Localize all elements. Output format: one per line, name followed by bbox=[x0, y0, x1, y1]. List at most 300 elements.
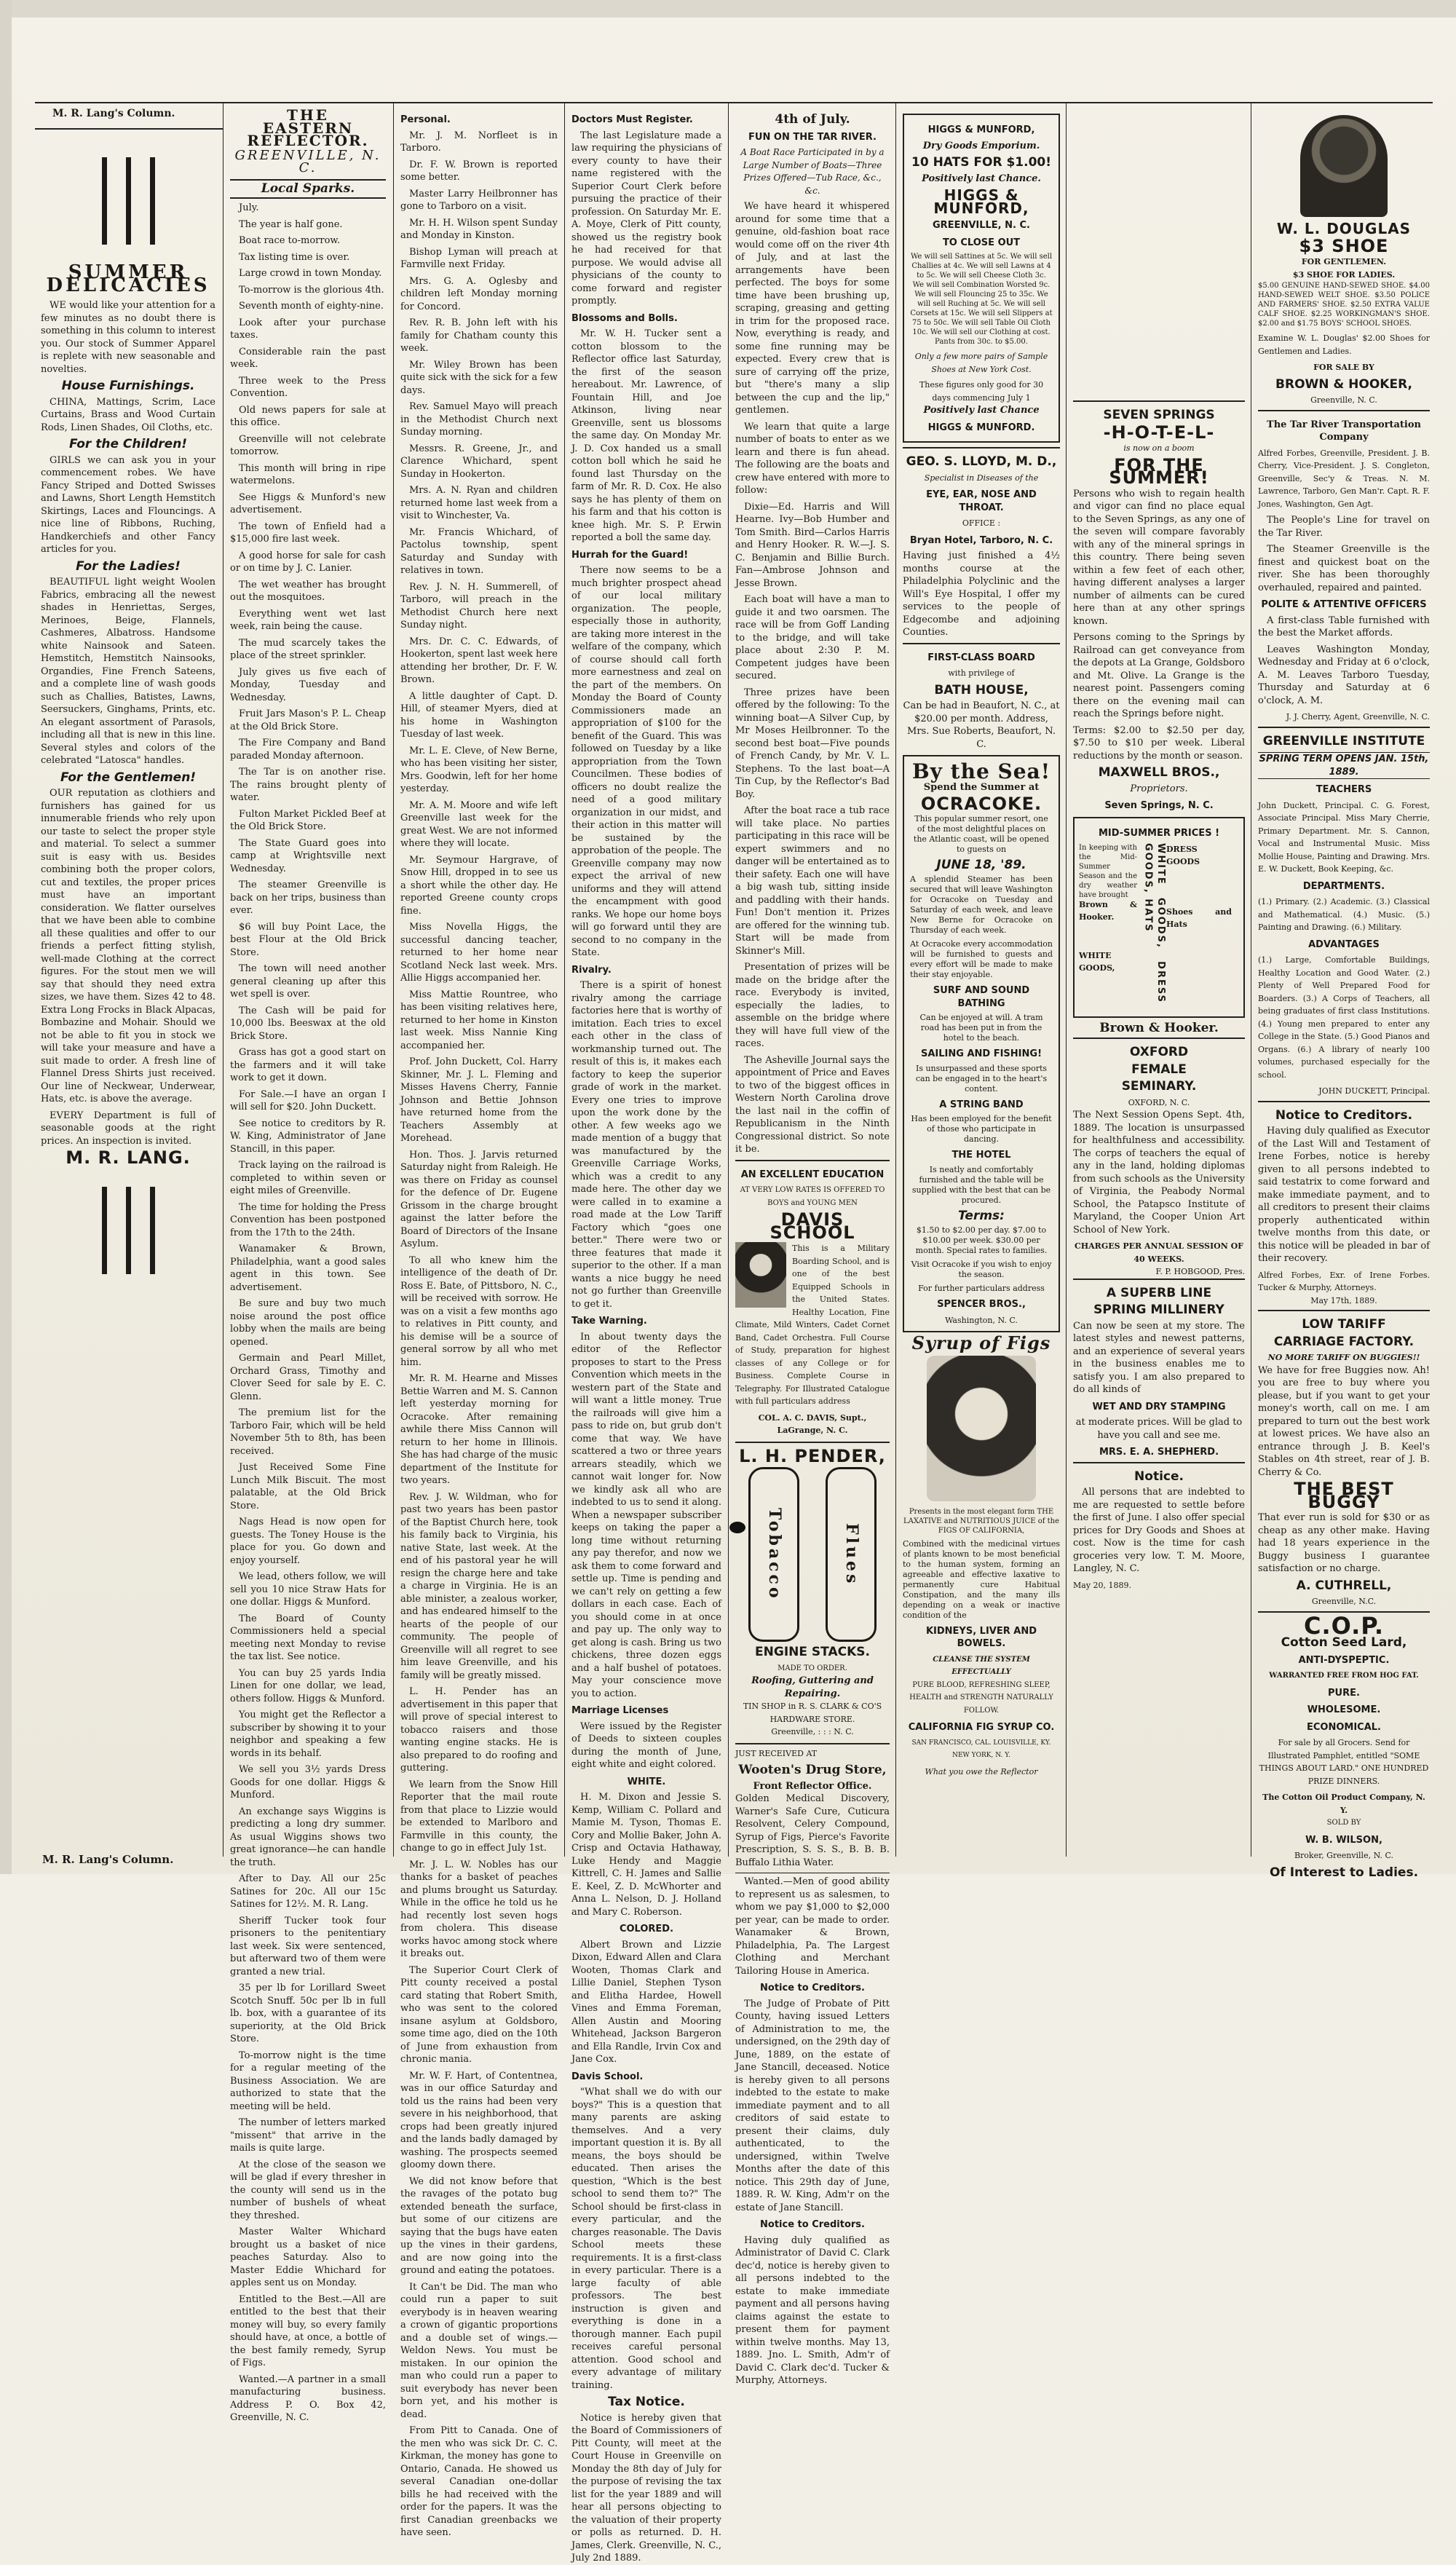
board-title: FIRST-CLASS BOARD bbox=[927, 652, 1035, 663]
brown-hooker-signature: Brown & Hooker. bbox=[1099, 1020, 1219, 1035]
local-item: The year is half gone. bbox=[239, 218, 343, 230]
cotton-oil-company: The Cotton Oil Product Company, N. Y. bbox=[1262, 1793, 1425, 1815]
local-item: For Sale.—I have an organ I will sell for $20. John Duckett. bbox=[230, 1088, 386, 1112]
blossoms-text: Mr. W. H. Tucker sent a cotton blossom to the Reflector office last Saturday, the first of the season hereabout. Mr. Lawrence, of Fountain Hill, and Joe Atkinson, living near Greenville, sent us blossoms the same day. On Monday Mr. J. D. Cox handed us a small cotton boll which he said he found last Thursday on the farm of Mr. R. D. Cox. He also says he has plenty of them on his farm and that his cotton is knee high. Mr. S. P. Erwin reported a boll the same day. bbox=[571, 328, 721, 543]
ocracoke-title: OCRACOKE. bbox=[920, 794, 1042, 814]
column-personal bbox=[400, 109, 558, 2538]
higgs-top: HIGGS & MUNFORD, bbox=[927, 125, 1035, 135]
doctors-heading: Doctors Must Register. bbox=[571, 114, 693, 125]
carriage-ad bbox=[1258, 1310, 1430, 1608]
personal-item: Mr. J. M. Norfleet is in Tarboro. bbox=[400, 130, 558, 154]
local-item: Look after your purchase taxes. bbox=[230, 317, 386, 341]
mr-lang-signature: M. R. LANG. bbox=[66, 1147, 191, 1168]
masthead bbox=[230, 106, 386, 199]
creditors-heading: Notice to Creditors. bbox=[1275, 1107, 1413, 1123]
hotel-heading: THE HOTEL bbox=[951, 1150, 1011, 1161]
personal-item: To all who knew him the intelligence of the death of Dr. Ross E. Bate, of Pittsboro, N. C., will be received with sorrow. He was on a visit a few months ago to relatives in Pitt county, and his demise will be a source of general sorrow by all who met him. bbox=[400, 1254, 558, 1368]
higgs-last-chance-2: Positively last Chance bbox=[923, 405, 1040, 416]
tax-notice-heading: Tax Notice. bbox=[608, 2395, 685, 2409]
lloyd-sub: Specialist in Diseases of the bbox=[924, 473, 1039, 483]
column-banner: M. R. Lang's Column. bbox=[52, 108, 175, 119]
band-heading: A STRING BAND bbox=[939, 1099, 1024, 1110]
sailing-heading: SAILING AND FISHING! bbox=[921, 1048, 1042, 1059]
cleanse: CLEANSE THE SYSTEM EFFECTUALLY bbox=[933, 1655, 1030, 1676]
anti-dyspeptic: ANTI-DYSPEPTIC. bbox=[1298, 1654, 1390, 1666]
teachers-list: John Duckett, Principal. C. G. Forest, Associate Principal. Miss Mary Cherrie, Primary Department. Mr. S. Cannon, Vocal and Instrumental Music. Miss Mollie House, Painting and Drawing. Mrs. E. W. Duckett, Book Keeping, &c. bbox=[1258, 800, 1430, 874]
boat-race-p6: Presentation of prizes will be made on the bridge after the race. Everybody is invited, especially the ladies, to assemble on the bridge where they will have full view of the races. bbox=[735, 962, 890, 1049]
spend-summer: Spend the Summer at bbox=[923, 781, 1040, 793]
local-item: A good horse for sale for cash or on time by J. C. Lanier. bbox=[230, 550, 386, 574]
seven-springs-ad bbox=[1073, 400, 1245, 813]
brown-hooker: BROWN & HOOKER, bbox=[1275, 376, 1412, 392]
personal-item: Master Larry Heilbronner has gone to Tarboro on a visit. bbox=[400, 188, 558, 212]
oxford-text: The Next Session Opens Sept. 4th, 1889. The location is unsurpassed for healthfulness and accessibility. The corps of teachers the equal of any in the land, holding diplomas from such schools as the University of Virginia, the Peabody Normal School, the Patapsco Institute of Maryland, the Cooper Union Art School of New York. bbox=[1073, 1110, 1245, 1236]
agent: J. J. Cherry, Agent, Greenville, N. C. bbox=[1286, 712, 1430, 722]
davis-school-heading: Davis School. bbox=[571, 2071, 644, 2082]
sold-by: SOLD BY bbox=[1326, 1819, 1361, 1827]
accommodation-text: At Ocracoke every accommodation will be furnished to guests and every effort will be made to make their stay enjoyable. bbox=[910, 939, 1053, 979]
personal-item: Dr. F. W. Brown is reported some better. bbox=[400, 159, 558, 183]
by-the-sea: By the Sea! bbox=[911, 759, 1051, 783]
personal-item: From Pitt to Canada. One of the men who was sick Dr. C. C. Kirkman, the money has gone to Ontario, Canada. He showed us several Canadian one-dollar bills he had received with the order for the papers. It was the first Canadian greenbacks we have seen. bbox=[400, 2425, 558, 2538]
board-text: Can be had in Beaufort, N. C., at $20.00 per month. Address, Mrs. Sue Roberts, Beaufort, N. C. bbox=[903, 700, 1060, 750]
economical-label: ECONOMICAL. bbox=[1306, 1721, 1381, 1733]
local-item: Everything went wet last week, rain being the cause. bbox=[230, 608, 386, 632]
principal: JOHN DUCKETT, Principal. bbox=[1318, 1086, 1430, 1096]
boat-race-p7: The Asheville Journal says the appointment of Price and Eaves to two of the biggest offices in Western North Carolina drove the last nail in the coffin of Republicanism in the Ninth Congressional district. So note it be. bbox=[735, 1054, 890, 1155]
info-text: For further particulars address bbox=[918, 1284, 1045, 1293]
header-rule-bottom bbox=[35, 128, 223, 130]
local-item: Germain and Pearl Millet, Orchard Grass, Timothy and Clover Seed for sale by E. C. Glenn. bbox=[230, 1353, 386, 1402]
higgs-main-title: HIGGS & MUNFORD, bbox=[933, 186, 1029, 217]
vertical-goods-label: WHITE GOODS, DRESS GOODS, HATS bbox=[1142, 842, 1166, 1003]
douglas-list: $5.00 GENUINE HAND-SEWED SHOE. $4.00 HAND-SEWED WELT SHOE. $3.50 POLICE AND FARMERS' SHOE. $2.50 EXTRA VALUE CALF SHOE. $2.25 WORKINGMAN'S SHOE. $2.00 and $1.75 BOYS' SCHOOL SHOES. bbox=[1258, 282, 1430, 328]
local-item: The Board of County Commissioners held a special meeting next Monday to revise the tax list. See notice. bbox=[230, 1613, 386, 1662]
guard-heading: Hurrah for the Guard! bbox=[571, 549, 689, 561]
spring-millinery: SPRING MILLINERY bbox=[1093, 1303, 1224, 1317]
tar-river-title: The Tar River Transportation Company bbox=[1267, 419, 1421, 443]
broker: Broker, Greenville, N. C. bbox=[1294, 1851, 1394, 1860]
davis-school-ad bbox=[735, 1160, 890, 1437]
local-item: Greenville will not celebrate tomorrow. bbox=[230, 433, 386, 457]
personal-item: Mr. Francis Whichard, of Pactolus township, spent Saturday and Sunday with relatives in town. bbox=[400, 526, 558, 576]
boat-race-deck: A Boat Race Participated in by a Large Number of Boats—Three Prizes Offered—Tub Race, &c., &c. bbox=[740, 147, 885, 196]
warranted: WARRANTED FREE FROM HOG FAT. bbox=[1269, 1672, 1419, 1680]
bath-house-ad bbox=[903, 643, 1060, 751]
cop-title: C.O.P. bbox=[1303, 1611, 1385, 1640]
personal-item: Mr. Wiley Brown has been quite sick with the sick for a few days. bbox=[400, 359, 558, 396]
wooten-ad bbox=[735, 1743, 890, 1870]
personal-item: Bishop Lyman will preach at Farmville next Friday. bbox=[400, 246, 558, 270]
davis-ad-sub: AT VERY LOW RATES IS OFFERED TO BOYS and YOUNG MEN bbox=[740, 1186, 885, 1207]
local-item: An exchange says Wiggins is predicting a long dry summer. As usual Wiggins shows two great ignorance—he can handle the truth. bbox=[230, 1806, 386, 1868]
local-item: We sell you 3½ yards Dress Goods for one dollar. Higgs & Munford. bbox=[230, 1764, 386, 1801]
ladies-heading: For the Ladies! bbox=[76, 558, 181, 574]
personal-item: We did not know before that the ravages of the potato bug extended beneath the surface, but some of our citizens are saying that the bugs have eaten up the vines in their gardens, and are now going into the ground and eating the potatoes. bbox=[400, 2175, 558, 2276]
local-item: Wanted.—A partner in a small manufacturing business. Address P. O. Box 42, Greenville, N. C. bbox=[230, 2374, 386, 2423]
close-out-list: We will sell Sattines at 5c. We will sell Challies at 4c. We will sell Lawns at 4 to 5c. We will sell Cheese Cloth 3c. We will sell Combination Worsted 9c. We will sell Flouncing 25 to 35c. We will sell Ruching at 5c. We will sell Corsets at 15c. We will sell Slippers at 75 to 50c. We will sell Table Oil Cloth 10c. We will sell our Clothing at cost. Pants from 30c. to $5.00. bbox=[910, 253, 1053, 346]
received-label: JUST RECEIVED AT bbox=[735, 1748, 818, 1758]
warning-heading: Take Warning. bbox=[571, 1316, 647, 1327]
fourth-heading: 4th of July. bbox=[775, 112, 850, 127]
creditors-ad bbox=[1258, 1101, 1430, 1308]
rivalry-text: There is a spirit of honest rivalry among the carriage factories here that is worthy of imitation. Each tries to excel each other in the class of workmanship turned out. The result of this is, it makes each factory to keep the superior grade of work in the market. Every one tries to improve upon the work done by the other. A few weeks ago we made mention of a buggy that was manufactured by the Greenville Carriage Works, which was a credit to any made here. The other day we were called in to examine a road made at the Low Tariff Factory which "goes one better." There were two or three features that made it superior to the other. If a man wants a nice buggy he need not go further than Greenville to get it. bbox=[571, 980, 721, 1310]
marriage-text: Were issued by the Register of Deeds to sixteen couples during the month of June, eight white and eight colored. bbox=[571, 1720, 721, 1770]
creditors-sign: Alfred Forbes, Exr. of Irene Forbes. Tucker & Murphy, Attorneys. bbox=[1258, 1270, 1430, 1292]
local-item: Nags Head is now open for guests. The Toney House is the place for you. Go down and enjoy yourself. bbox=[230, 1517, 386, 1566]
for-sale-by: FOR SALE BY bbox=[1313, 363, 1374, 372]
proprietors: Proprietors. bbox=[1130, 783, 1188, 794]
resort-text: This popular summer resort, one of the most delightful places on the Atlantic coast, will be opened to guests on bbox=[913, 813, 1050, 854]
figures-note: These figures only good for 30 days commencing July 1 bbox=[919, 380, 1044, 403]
boat-race-entries: Dixie—Ed. Harris and Will Hearne. Ivy—Bob Humber and Tom Smith. Bird—Carlos Harris and Henry Hooker. R. W.—J. S. C. Benjamin and Billie Burch. Fan—Ambrose Johnson and Jesse Brown. bbox=[735, 501, 890, 589]
local-item: Wanamaker & Brown, Philadelphia, want a good sales agent in this town. See advertisement. bbox=[230, 1244, 386, 1293]
terms-heading: Terms: bbox=[958, 1208, 1005, 1223]
wilson: W. B. WILSON, bbox=[1305, 1834, 1382, 1846]
spencer-location: Washington, N. C. bbox=[945, 1315, 1018, 1325]
personal-item: Rev. R. B. John left with his family for Chatham county this week. bbox=[400, 317, 558, 354]
white-heading: WHITE. bbox=[627, 1776, 666, 1787]
maxwell-bros: MAXWELL BROS., bbox=[1098, 765, 1220, 780]
local-item: The time for holding the Press Convention has been postponed from the 17th to the 24th. bbox=[230, 1201, 386, 1238]
syrup-of-figs-ad bbox=[903, 1332, 1060, 1778]
wooten-title: Wooten's Drug Store, bbox=[738, 1763, 887, 1777]
personal-item: Mr. J. L. W. Nobles has our thanks for a basket of peaches and plums brought us Saturday. While in the office he told us he had recently lost seven hogs from cholera. This disease works havoc among stock where it breaks out. bbox=[400, 1859, 558, 1959]
colored-list: Albert Brown and Lizzie Dixon, Edward Allen and Clara Wooten, Thomas Clark and Lillie Daniel, Stephen Tyson and Elitha Hardee, Howell Vines and Emma Foreman, Allen Austin and Mooring Whitehead, Jackson Bargeron and Ella Randle, Irvin Cox and Jane Cox. bbox=[571, 1939, 721, 2065]
personal-item: Hon. Thos. J. Jarvis returned Saturday night from Raleigh. He was there on Friday as counsel for the defence of Dr. Eugene Grissom in the charge brought against the latter before the Board of Directors of the Insane Asylum. bbox=[400, 1149, 558, 1249]
children-heading: For the Children! bbox=[68, 437, 188, 451]
oxford-seminary-ad bbox=[1073, 1038, 1245, 1278]
for-the-summer: FOR THE SUMMER! bbox=[1109, 454, 1209, 488]
table-text: A first-class Table furnished with the best the Market affords. bbox=[1258, 614, 1430, 639]
boat-race-p4: Three prizes have been offered by the following: To the winning boat—A Silver Cup, by Mr Moses Heilbronner. To the second best boat—Five pounds of French Candy, by Mr. V. L. Stephens. To the last boat—A Tin Cup, by the Reflector's Bad Boy. bbox=[735, 687, 890, 800]
millinery-ad bbox=[1073, 1278, 1245, 1459]
local-item: To-morrow night is the time for a regular meeting of the Business Association. We are authorized to state that the meeting will be held. bbox=[230, 2050, 386, 2112]
creditors-text: The Judge of Probate of Pitt County, having issued Letters of Administration to me, the undersigned, on the 29th day of June, 1889, on the estate of Jane Stancill, deceased. Notice is hereby given to all persons indebted to the estate to make immediate payment and to all creditors of said estate to present their claims, duly authenticated, to the undersigned, within Twelve Months after the date of this notice. This 29th day of June, 1889. R. W. King, Adm'r on the estate of Jane Stancill. bbox=[735, 1998, 890, 2213]
white-list: H. M. Dixon and Jessie S. Kemp, William C. Pollard and Mamie M. Tyson, Thomas E. Cory and Mollie Baker, John A. Crisp and Octavia Hathaway, Luke Hendy and Maggie Kittrell, C. H. James and Sallie E. Keel, Z. D. McWhorter and Anna L. Nelson, D. J. Holland and Mary C. Roberson. bbox=[571, 1792, 721, 1918]
personal-item: Mrs. Dr. C. C. Edwards, of Hookerton, spent last week here attending her brother, Dr. F. W. Brown. bbox=[400, 636, 558, 685]
local-item: After to Day. All our 25c Satines for 20c. All our 15c Satines for 12½. M. R. Lang. bbox=[230, 1873, 386, 1910]
masthead-the: THE bbox=[286, 106, 330, 124]
steamer-text: A splendid Steamer has been secured that will leave Washington for Ocracoke on Tuesday and Saturday of each week, and leave New Berne for Ocracoke on Thursday of each week. bbox=[910, 874, 1053, 935]
personal-item: Mrs. G. A. Oglesby and children left Monday morning for Concord. bbox=[400, 275, 558, 312]
ocracoke-ad bbox=[903, 755, 1060, 1332]
ink-blot bbox=[729, 1522, 745, 1533]
column-rule bbox=[393, 102, 394, 1857]
higgs-hats: 10 HATS FOR $1.00! bbox=[911, 155, 1051, 170]
davis-ad-title: DAVIS SCHOOL bbox=[769, 1209, 855, 1243]
tobacco-pipe bbox=[748, 1467, 799, 1642]
personal-item: A little daughter of Capt. D. Hill, of steamer Myers, died at his home in Washington Tuesday of last week. bbox=[400, 690, 558, 740]
millinery-text: Can now be seen at my store. The latest styles and newest patterns, and an experience of several years in the business enables me to satisfy you. I am also prepared to do all kinds of bbox=[1073, 1320, 1245, 1395]
higgs-last-chance: Positively last Chance. bbox=[922, 173, 1041, 184]
local-item: We lead, others follow, we will sell you 10 nice Straw Hats for one dollar. Higgs & Munford. bbox=[230, 1571, 386, 1608]
summer-text: WE would like your attention for a few minutes as no doubt there is something in this column to interest you. Our stock of Summer Apparel is replete with new seasonable and novelties. bbox=[41, 300, 215, 375]
local-item: The Cash will be paid for 10,000 lbs. Beeswax at the old Brick Store. bbox=[230, 1005, 386, 1042]
cuthrell: A. CUTHRELL, bbox=[1296, 1578, 1392, 1593]
teachers-heading: TEACHERS bbox=[1315, 784, 1372, 795]
spring-term: SPRING TERM OPENS JAN. 15th, 1889. bbox=[1258, 752, 1430, 779]
engine-sub: MADE TO ORDER. bbox=[778, 1664, 847, 1672]
local-item: The Fire Company and Band paraded Monday afternoon. bbox=[230, 738, 386, 762]
pipe-label: Flues bbox=[842, 1522, 861, 1586]
syrup-title: Syrup of Figs bbox=[911, 1332, 1051, 1353]
best-buggy: THE BEST BUGGY bbox=[1294, 1479, 1394, 1512]
polite-officers: POLITE & ATTENTIVE OFFICERS bbox=[1261, 599, 1427, 610]
house-text: CHINA, Mattings, Scrim, Lace Curtains, Brass and Wood Curtain Rods, Linen Shades, Oil Cloths, etc. bbox=[41, 396, 215, 433]
higgs-overflow-space bbox=[1073, 109, 1245, 400]
personal-item: Mr. A. M. Moore and wife left Greenville last week for the great West. We are not informed where they will locate. bbox=[400, 799, 558, 849]
lloyd-specialty: EYE, EAR, NOSE AND THROAT. bbox=[926, 489, 1037, 513]
cop-ad bbox=[1258, 1611, 1430, 1880]
local-item: 35 per lb for Lorillard Sweet Scotch Snuff. 50c per lb in full lb. box, with a guarantee of its superiority, at the Old Brick Store. bbox=[230, 1983, 386, 2044]
creditors2-heading: Notice to Creditors. bbox=[760, 2219, 865, 2230]
dress-goods-label: DRESS GOODS bbox=[1166, 844, 1200, 866]
local-item: Seventh month of eighty-nine. bbox=[239, 301, 384, 312]
oxford-sign: F. P. HOBGOOD, Pres. bbox=[1155, 1267, 1245, 1276]
shepherd: MRS. E. A. SHEPHERD. bbox=[1099, 1447, 1219, 1458]
roofing: Roofing, Guttering and Repairing. bbox=[751, 1675, 874, 1699]
local-item: The State Guard goes into camp at Wrightsville next Wednesday. bbox=[230, 837, 386, 874]
gentlemen-heading: For the Gentlemen! bbox=[60, 770, 197, 785]
figs-text: Combined with the medicinal virtues of plants known to be most beneficial to the human system, forming an agreeable and effective laxative to permanently cure Habitual Constipation, and the many ills depending on a weak or inactive condition of the bbox=[903, 1538, 1060, 1620]
personal-item: Mr. Seymour Hargrave, of Snow Hill, dropped in to see us a short while the other day. He reported Greene county crops fine. bbox=[400, 854, 558, 917]
colored-heading: COLORED. bbox=[619, 1924, 674, 1934]
seven-springs-location: Seven Springs, N. C. bbox=[1104, 800, 1214, 811]
mid-summer-title: MID-SUMMER PRICES ! bbox=[1098, 827, 1220, 839]
column-rule bbox=[564, 102, 565, 1857]
wooten-drugs: Golden Medical Discovery, Warner's Safe Cure, Cuticura Resolvent, Celery Compound, Syrup of Figs, Pierce's Favorite Prescription, S. S. S., B. B. B. Buffalo Lithia Water. bbox=[735, 1793, 890, 1868]
springs-text: Persons who wish to regain health and vigor can find no place equal to the Seven Springs, as any one of the seven will compare favorably with any of the mineral springs in this country. There being seven within a few feet of each other, having different analyses a larger number of ailments can be cured here than at any other springs known. bbox=[1073, 488, 1245, 627]
surf-text: Can be enjoyed at will. A tram road has been put in from the hotel to the beach. bbox=[919, 1013, 1043, 1043]
doctors-text: The last Legislature made a law requiring the physicians of every county to have their name registered with the Superior Court Clerk before pursuing the practice of their profession. On Saturday Mr. E. A. Moye, Clerk of Pitt county, showed us the registry book he had received for that purpose. We would advise all physicians of the county to come forward and register promptly. bbox=[571, 130, 721, 307]
guard-text: There now seems to be a much brighter prospect ahead of our local military organization. The people, especially those in authority, are taking more interest in the welfare of the company, which of course should call forth more earnestness and zeal on the part of the members. On Monday the Board of County Commissioners made an appropriation of $100 for the benefit of the Guard. This was followed on Tuesday by a like appropriation from the Town Councilmen. These bodies of officers no doubt realize the need of a good military organization in our midst, and their action in this matter will be sustained by the approbation of the people. The Greenville company may now expect the arrival of new uniforms and they will attend the encampment with good ranks. We hope our home boys will go forward until they are second to no company in the State. bbox=[571, 565, 721, 958]
davis-ad-sign: COL. A. C. DAVIS, Supt., LaGrange, N. C. bbox=[758, 1412, 867, 1435]
gentlemen-text: OUR reputation as clothiers and furnishers has gained for us innumerable friends who rely upon our taste to select the proper style and material. To select a summer suit is easy with us. Besides combining both the proper colors, cut and textiles, the proper prices must have an important consideration. We flatter ourselves that we have been able to combine all these qualities and offer to our friends a perfect fitting stylish, well-made Clothing at the correct figures. For the stout men we will say that should they need extra sizes, we have them. Sizes 42 to 48. Extra Long Frocks in Black Alpacas, Bombazine and Mohair. Should we not be able to fit you in stock we will take your measure and have a suit made to order. A fresh line of Flannel Dress Shirts just received. Our line of Neckwear, Underwear, Hats, etc. is above the average. bbox=[41, 788, 215, 1104]
local-item: See notice to creditors by R. W. King, Administrator of Jane Stancill, in this paper. bbox=[230, 1118, 386, 1155]
local-item: The wet weather has brought out the mosquitoes. bbox=[230, 579, 386, 603]
engine-stacks: ENGINE STACKS. bbox=[755, 1645, 870, 1659]
advantages-list: (1.) Large, Comfortable Buildings, Healthy Location and Good Water. (2.) Plenty of Well Prepared Food for Boarders. (3.) A Corps of Teachers, all being graduates of first class Institutions. (4.) Young men prepared to enter any College in the State. (5.) Good Pianos and Organs. (6.) A library of nearly 100 volumes, purchased especially for the school. bbox=[1258, 955, 1430, 1080]
local-item: Track laying on the railroad is completed to within seven or eight miles of Greenville. bbox=[230, 1160, 386, 1196]
seminary-title: SEMINARY. bbox=[1121, 1079, 1197, 1094]
header-rule-top bbox=[35, 102, 1433, 103]
scan-border-left bbox=[0, 0, 12, 1874]
local-item: Master Walter Whichard brought us a basket of nice peaches Saturday. Also to Master Eddie Whichard for apples sent us on Monday. bbox=[230, 2226, 386, 2288]
tar-text: The People's Line for travel on the Tar River. bbox=[1258, 515, 1430, 539]
springs-terms: Terms: $2.00 to $2.50 per day, $7.50 to $10 per week. Liberal reductions by the month or season. bbox=[1073, 724, 1245, 762]
personal-item: Miss Mattie Rountree, who has been visiting relatives here, returned to her home in Kinston last week. Miss Nannie King accompanied her. bbox=[400, 989, 558, 1051]
local-item: Be sure and buy two much noise around the post office lobby when the mails are being opened. bbox=[230, 1298, 386, 1348]
local-item: This month will bring in ripe watermelons. bbox=[230, 462, 386, 486]
superb-line: A SUPERB LINE bbox=[1106, 1285, 1212, 1300]
tar-river-ad bbox=[1258, 410, 1430, 724]
ornament-bars bbox=[41, 1187, 215, 1274]
figs-sub: Presents in the most elegant form THE LAXATIVE and NUTRITIOUS JUICE of the FIGS OF CALIFORNIA, bbox=[903, 1507, 1059, 1535]
no-more-tariff: NO MORE TARIFF ON BUGGIES!! bbox=[1267, 1353, 1420, 1362]
tin-shop: TIN SHOP in R. S. CLARK & CO'S HARDWARE STORE. bbox=[743, 1702, 882, 1724]
oxford-charges: CHARGES PER ANNUAL SESSION OF 40 WEEKS. bbox=[1075, 1241, 1243, 1264]
column-fourth-of-july bbox=[735, 109, 890, 2386]
local-item: Tax listing time is over. bbox=[239, 251, 350, 263]
personal-item: Miss Novella Higgs, the successful dancing teacher, returned to her home near Scotland Neck last week. Mrs. Allie Higgs accompanied her. bbox=[400, 922, 558, 984]
higgs-munford-ad bbox=[903, 114, 1060, 443]
local-item: See Higgs & Munford's new advertisement. bbox=[230, 491, 386, 515]
wanted-notice: Wanted.—Men of good ability to represent us as salesmen, to whom we pay $1,000 to $2,000 per year, can be made to order. Wanamaker & Brown, Philadelphia, Pa. The Largest Clothing and Merchant Tailoring House in America. bbox=[735, 1873, 890, 1977]
lloyd-ad bbox=[903, 447, 1060, 639]
column-rule bbox=[728, 102, 729, 1857]
boat-race-p5: After the boat race a tub race will take place. No parties participating in this race will be expert swimmers and no danger will be entertained as to their safety. Each one will have a big wash tub, sitting inside and paddling with their hands. Fun! Don't mention it. Prizes are offered for the winning tub. Start will be made from Skinner's Mill. bbox=[735, 805, 890, 957]
local-item: The mud scarcely takes the place of the street sprinkler. bbox=[230, 637, 386, 661]
hotel-text: Is neatly and comfortably furnished and the table will be supplied with the best that can be procured. bbox=[911, 1164, 1051, 1205]
pender-ad bbox=[735, 1442, 890, 1739]
local-item: $6 will buy Point Lace, the best Flour at the Old Brick Store. bbox=[230, 921, 386, 958]
local-item: The town will need another general cleaning up after this wet spell is over. bbox=[230, 963, 386, 1000]
low-tariff: LOW TARIFF bbox=[1302, 1317, 1386, 1332]
davis-ad-text: This is a Military Boarding School, and is one of the best Equipped Schools in the United States. Healthy Location, Fine Climate, Mild Winters, Cadet Cornet Band, Cadet Orchestra. Full Course of Study, preparation for highest classes of any College or for Business. Complete Course in Telegraphy. For Illustrated Catalogue with full particulars address bbox=[735, 1244, 890, 1406]
douglas-ladies: $3 SHOE FOR LADIES. bbox=[1292, 269, 1396, 280]
lloyd-hotel: Bryan Hotel, Tarboro, N. C. bbox=[909, 534, 1053, 546]
tax-notice-text: Notice is hereby given that the Board of Commissioners of Pitt County, will meet at the Court House in Greenville on Monday the 8th day of July for the purpose of revising the tax list for the year 1889 and will hear all persons objecting to the valuation of their property or polls as returned. D. H. James, Clerk. Greenville, N. C., July 2nd 1889. bbox=[571, 2412, 721, 2564]
creditors-heading: Notice to Creditors. bbox=[760, 1983, 865, 1993]
local-item: Fruit Jars Mason's P. L. Cheap at the Old Brick Store. bbox=[230, 708, 386, 732]
notice-date: May 20, 1889. bbox=[1073, 1580, 1132, 1590]
personal-item: It Can't be Did. The man who could run a paper to suit everybody is in heaven wearing a crown of gigantic proportions and a double set of wings.—Weldon News. You must be mistaken. In our opinion the man who could run a paper to suit everybody has never been born yet, and his mother is dead. bbox=[400, 2281, 558, 2420]
wooten-location: Front Reflector Office. bbox=[753, 1780, 872, 1792]
douglas-name: W. L. DOUGLAS bbox=[1276, 220, 1412, 237]
local-item: Three week to the Press Convention. bbox=[230, 375, 386, 399]
local-item: Old news papers for sale at this office. bbox=[230, 404, 386, 428]
local-item: Grass has got a good start on the farmers and it will take work to get it down. bbox=[230, 1047, 386, 1083]
local-item: Large crowd in town Monday. bbox=[239, 268, 382, 279]
departments-heading: DEPARTMENTS. bbox=[1302, 880, 1385, 892]
personal-item: L. H. Pender has an advertisement in this paper that will prove of special interest to tobacco raisers and those wanting engine stacks. He is also prepared to do roofing and guttering. bbox=[400, 1686, 558, 1774]
local-item: At the close of the season we will be glad if every thresher in the county will send us in the number of bushels of wheat they threshed. bbox=[230, 2159, 386, 2221]
advantages-heading: ADVANTAGES bbox=[1308, 938, 1380, 950]
douglas-gentlemen: FOR GENTLEMEN. bbox=[1301, 257, 1387, 266]
bh-location: Greenville, N. C. bbox=[1310, 395, 1377, 405]
notice-heading: Notice. bbox=[1134, 1469, 1184, 1484]
creditors-date: May 17th, 1889. bbox=[1310, 1295, 1377, 1305]
personal-item: Mr. W. F. Hart, of Contentnea, was in our office Saturday and told us the rains had been very severe in his neighborhood, that crops had been greatly injured and the lands badly damaged by washing. The prospects seemed gloomy down there. bbox=[400, 2070, 558, 2170]
seven-springs-hotel: -H-O-T-E-L- bbox=[1103, 422, 1215, 443]
mid-summer-ad bbox=[1073, 817, 1245, 1018]
scan-border-top bbox=[0, 0, 1456, 17]
rivalry-heading: Rivalry. bbox=[571, 964, 612, 976]
pipe-label: Tobacco bbox=[764, 1508, 784, 1601]
davis-ad-heading: AN EXCELLENT EDUCATION bbox=[740, 1169, 885, 1180]
douglas-shoe: $3 SHOE bbox=[1299, 235, 1389, 256]
column-local-sparks bbox=[230, 106, 386, 2423]
local-item: To-morrow is the glorious 4th. bbox=[239, 284, 384, 296]
shop-location: Greenville, : : : N. C. bbox=[771, 1727, 854, 1736]
sailing-text: Is unsurpassed and these sports can be engaged in to the heart's content. bbox=[915, 1063, 1048, 1094]
personal-item: Mr. R. M. Hearne and Misses Bettie Warren and M. S. Cannon left yesterday morning for Ocracoke. After remaining awhile there Miss Cannon will return to her home in Illinois. She has had charge of the music department of the Institute for two years. bbox=[400, 1373, 558, 1486]
cadet-illustration bbox=[735, 1242, 786, 1308]
local-item: You can buy 25 yards India Linen for one dollar, we lead, others follow. Higgs & Munford. bbox=[230, 1667, 386, 1704]
oxford-title: OXFORD bbox=[1129, 1045, 1189, 1059]
flues-pipe bbox=[826, 1467, 877, 1642]
moore-notice bbox=[1073, 1462, 1245, 1592]
personal-items bbox=[400, 130, 558, 2540]
local-sparks-heading: Local Sparks. bbox=[230, 179, 386, 199]
children-text: GIRLS we can ask you in your commencement robes. We have Fancy Striped and Dotted Swisses and Lawns, Short Length Hemstitch Skirtings, Laces and Flouncings. A nice line of Ribbons, Ruching, Handkerchiefs and other Fancy articles for you. bbox=[41, 454, 215, 555]
wholesome-label: WHOLESOME. bbox=[1307, 1704, 1381, 1715]
springs-text-2: Persons coming to the Springs by Railroad can get conveyance from the depots at La Grange, Goldsboro and Mt. Olive. La Grange is the nearest point. Passengers coming there on the evening mail can reach the Springs before night. bbox=[1073, 632, 1245, 719]
pender-title: L. H. PENDER, bbox=[739, 1445, 886, 1466]
board-sub: with privilege of bbox=[948, 668, 1015, 678]
ladies-text: BEAUTIFUL light weight Woolen Fabrics, embracing all the newest shades in Henriettas, Serges, Merinoes, Beige, Flannels, Cashmeres, Albatross. Handsome white Nainsook and Sateen. Hemstitch, Hemstitch Nainsooks, Organdies, Fine French Sateens, and a complete line of wash goods such as Challies, Batistes, Lawns, Seersuckers, Ginghams, Prints, etc. An elegant assortment of Parasols, including all that is new in this line. Several styles and colors of the celebrated "Latosca" handles. bbox=[41, 577, 215, 766]
girl-illustration bbox=[927, 1356, 1036, 1501]
local-item: July gives us five each of Monday, Tuesday and Wednesday. bbox=[230, 666, 386, 703]
notice-text: All persons that are indebted to me are requested to settle before the first of June. I also offer special prices for Dry Goods and Shoes at cost. Now is the time for cash groceries very low. T. M. Moore, Langley, N. C. bbox=[1073, 1487, 1245, 1574]
masthead-title: EASTERN REFLECTOR. bbox=[247, 119, 369, 149]
cotton-seed-lard: Cotton Seed Lard, bbox=[1281, 1635, 1407, 1650]
personal-item: Mr. L. E. Cleve, of New Berne, who has been visiting her sister, Mrs. Goodwin, left for her home yesterday. bbox=[400, 745, 558, 794]
personal-heading: Personal. bbox=[400, 114, 451, 125]
local-item: The town of Enfield had a $15,000 fire last week. bbox=[230, 521, 386, 545]
personal-item: We learn from the Snow Hill Reporter that the mail route from that place to Lizzie would be extended to Marlboro and Farmville in this county, the change to go in effect July 1st. bbox=[400, 1779, 558, 1854]
boat-race-p1: We have heard it whispered around for some time that a genuine, old-fashion boat race would come off on the river 4th of July, and at last the arrangements have been perfected. The boys for some time have been brushing up, scraping, greasing and getting in trim for the proposed race. Now, everything is ready, and some fine running may be expected. Every crew that is sure of carrying off the prize, but "there's many a slip between the cup and the lip," gentlemen. bbox=[735, 201, 890, 416]
oxford-location: OXFORD, N. C. bbox=[1128, 1097, 1190, 1107]
departments-list: (1.) Primary. (2.) Academic. (3.) Classical and Mathematical. (4.) Music. (5.) Painting and Drawing. (6.) Military. bbox=[1258, 897, 1430, 932]
close-out: TO CLOSE OUT bbox=[942, 237, 1021, 248]
footer-banner: M. R. Lang's Column. bbox=[42, 1853, 174, 1866]
on-a-boom: is now on a boom bbox=[1123, 443, 1195, 453]
personal-item: Rev. J. W. Wildman, who for past two years has been pastor of the Baptist Church here, took his family back to Virginia, his native State, last week. At the end of his pastoral year he will resign the charge here and take a charge in Virginia. He is an able minister, a zealous worker, and has endeared himself to the hearts of the people of our community. The people of Greenville will all regret to see him leave Greenville, and his family will be greatly missed. bbox=[400, 1491, 558, 1681]
column-rule bbox=[895, 102, 896, 1857]
column-mr-lang bbox=[41, 135, 215, 1854]
tar-officers: Alfred Forbes, Greenville, President. J. B. Cherry, Vice-President. J. S. Congleton, Greenville, Sec'y & Treas. N. M. Lawrence, Tarboro, Gen Man'r. Capt. R. F. Jones, Washington, Gen Agt. bbox=[1258, 448, 1430, 509]
white-goods-label: WHITE GOODS, bbox=[1079, 950, 1115, 973]
higgs-end: HIGGS & MUNFORD. bbox=[927, 422, 1035, 433]
brown-hooker-mid: Brown & Hooker. bbox=[1079, 899, 1137, 922]
kidneys: KIDNEYS, LIVER AND BOWELS. bbox=[925, 1625, 1037, 1649]
pipes-illustration bbox=[735, 1467, 890, 1642]
summer-delicacies-heading: SUMMER DELICACIES bbox=[46, 261, 210, 296]
opening-date: JUNE 18, '89. bbox=[936, 857, 1026, 872]
local-item: The premium list for the Tarboro Fair, which will be held November 5th to 8th, has been received. bbox=[230, 1407, 386, 1457]
figs-footer: What you owe the Reflector bbox=[925, 1766, 1038, 1776]
personal-item: The Superior Court Clerk of Pitt county received a postal card stating that Robert Smith, who was sent to the colored insane asylum at Goldsboro, some time ago, died on the 10th of June from exhaustion from chronic mania. bbox=[400, 1964, 558, 2065]
band-text: Has been employed for the benefit of those who participate in dancing. bbox=[911, 1114, 1052, 1144]
surf-heading: SURF AND SOUND BATHING bbox=[933, 985, 1030, 1009]
personal-item: Rev. Samuel Mayo will preach in the Methodist Church next Sunday morning. bbox=[400, 401, 558, 438]
sample-shoes: Only a few more pairs of Sample Shoes at New York Cost. bbox=[914, 352, 1048, 374]
douglas-portrait bbox=[1300, 115, 1388, 217]
institute-ad bbox=[1258, 727, 1430, 1098]
creditors-text: Having duly qualified as Executor of the Last Will and Testament of Irene Forbes, notice is hereby given to all persons indebted to said testatrix to come forward and make immediate payment, and to all creditors to present their claims properly authenticated within twelve months from this date, or this notice will be pleaded in bar of their recovery. bbox=[1258, 1126, 1430, 1264]
house-furnishings-heading: House Furnishings. bbox=[61, 379, 195, 393]
personal-item: Rev. J. N. H. Summerell, of Tarboro, will preach in the Methodist Church here next Sunday night. bbox=[400, 581, 558, 631]
warning-text: In about twenty days the editor of the Reflector proposes to start to the Press Convention which meets in the western part of the State and will want a little money. True the railroads will give him a pass to ride on, but grub don't come that way. We have scattered a two or three years arrears steadily, which we cannot wait longer for. Now we kindly ask all who are indebted to us to send it along. When a newspaper subscriber keeps on taking the paper a long time without returning any pay therefor, and now we ask them to come forward and settle up. Time is pending and we can't rely on getting a few dollars in each case. Each of you should come in at once and pay up. The only way to get along is cash. Bring us two chickens, three dozen eggs and a half bushel of potatoes. May your conscience move you to action. bbox=[571, 1331, 721, 1699]
masthead-location: GREENVILLE, N. C. bbox=[234, 147, 381, 175]
schedule-text: Leaves Washington Monday, Wednesday and Friday at 6 o'clock, A. M. Leaves Tarboro Tuesday, Thursday and Saturday at 6 o'clock, A. M. bbox=[1258, 644, 1430, 706]
boat-race-p2: We learn that quite a large number of boats to enter as we learn and there is fun ahead. The following are the boats and crew have entered with more to follow: bbox=[735, 421, 890, 496]
local-item: Fulton Market Pickled Beef at the Old Brick Store. bbox=[230, 808, 386, 832]
tar-river-heading: FUN ON THE TAR RIVER. bbox=[748, 131, 877, 143]
local-item: Sheriff Tucker took four prisoners to the penitentiary last week. Six were sentenced, but afterward two of them were granted a new trial. bbox=[230, 1915, 386, 1977]
personal-item: Prof. John Duckett, Col. Harry Skinner, Mr. J. L. Fleming and Misses Havens Cherry, Fannie Johnson and Bettie Johnson have returned home from the Teachers Assembly at Morehead. bbox=[400, 1056, 558, 1144]
higgs-town: GREENVILLE, N. C. bbox=[933, 220, 1030, 231]
local-item: The Tar is on another rise. The rains brought plenty of water. bbox=[230, 767, 386, 803]
local-item: The steamer Greenville is back on her trips, business than ever. bbox=[230, 880, 386, 916]
bath-house: BATH HOUSE, bbox=[934, 682, 1029, 697]
creditors2-text: Having duly qualified as Administrator of David C. Clark dec'd, notice is hereby given to all persons indebted to the estate to make immediate payment and all persons having claims against the estate to present them for payment within twelve months. May 13, 1889. Jno. L. Smith, Adm'r of David C. Clark dec'd. Tucker & Murphy, Attorneys. bbox=[735, 2234, 890, 2386]
stamping: WET AND DRY STAMPING bbox=[1092, 1401, 1226, 1412]
column-ads-right bbox=[1073, 109, 1245, 1854]
figs-company: CALIFORNIA FIG SYRUP CO. bbox=[908, 1722, 1055, 1733]
